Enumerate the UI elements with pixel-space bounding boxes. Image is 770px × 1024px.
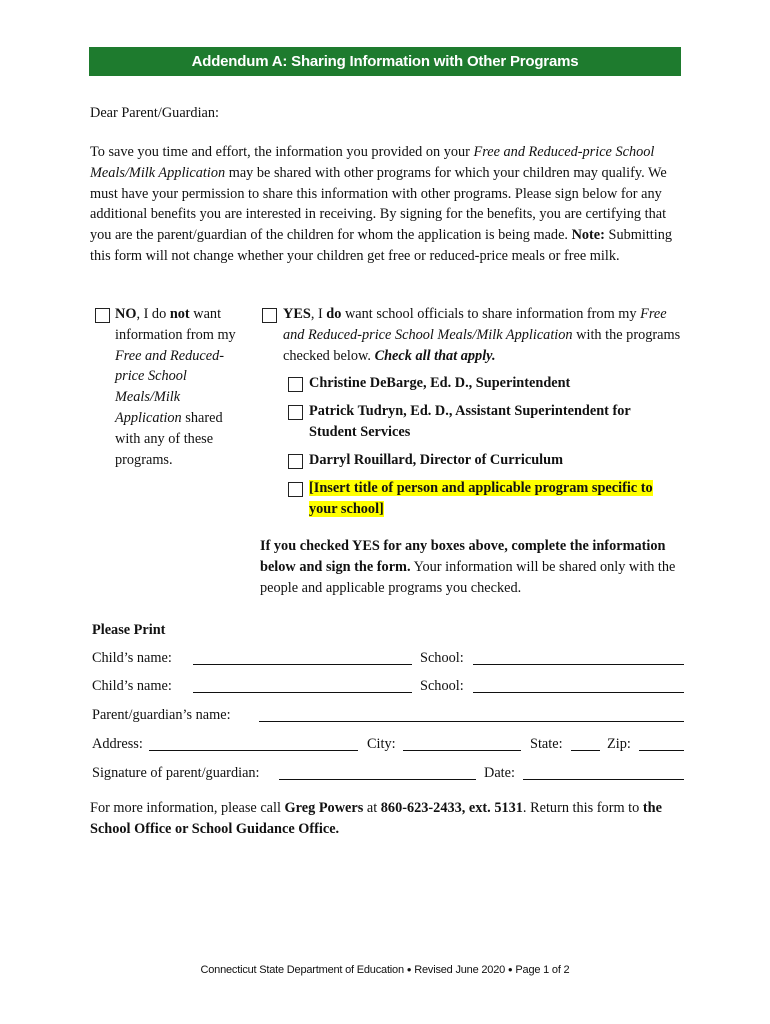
zip-field[interactable]	[639, 750, 684, 751]
zip-label: Zip:	[607, 736, 631, 752]
signature-label: Signature of parent/guardian:	[92, 765, 260, 781]
page-title: Addendum A: Sharing Information with Other Programs	[191, 53, 579, 70]
footer-revised: Revised June 2020	[414, 964, 506, 976]
parent-name-label: Parent/guardian’s name:	[92, 707, 231, 723]
program-checkbox-curriculum[interactable]	[288, 453, 303, 474]
page-footer	[0, 962, 770, 978]
highlighted-placeholder: [Insert title of person and applicable program specific to your school]	[309, 480, 653, 517]
contact-name: Greg Powers	[284, 800, 364, 816]
no-option-text: NO, I do not want information from my Free and Reduced-price School Meals/Milk Application shared with any of these programs.	[115, 306, 236, 468]
program-checkbox-superintendent[interactable]	[288, 376, 303, 397]
program-label-superintendent: Christine DeBarge, Ed. D., Superintendent	[309, 375, 571, 391]
address-field[interactable]	[149, 750, 358, 751]
intro-paragraph: To save you time and effort, the information you provided on your Free and Reduced-price School Meals/Milk Application may be shared with other programs for which your children may qualify. We must have your permission to share this information with other programs. Please sign below for any additional benefits you are interested in receiving. By signing for the benefits, you are certifying that you are the parent/guardian of the children for whom the application is being made. Note: Submitting this form will not change whether your children get free or reduced-price meals or free milk.	[90, 144, 673, 264]
contact-info: For more information, please call Greg Powers at 860-623-2433, ext. 5131. Return this form to the School Office or School Guidance Office.	[90, 800, 662, 837]
program-checkbox-custom[interactable]	[288, 481, 303, 502]
return-office: the School Office or School Guidance Office.	[90, 800, 662, 837]
child-name-field-1[interactable]	[193, 664, 412, 665]
yes-followup-instructions: If you checked YES for any boxes above, complete the information below and sign the form. Your information will be shared only with the people and applicable programs you checked.	[260, 538, 676, 596]
signature-field[interactable]	[279, 779, 476, 780]
yes-option-text: YES, I do want school officials to share information from my Free and Reduced-price School Meals/Milk Application with the programs checked below. Check all that apply.	[283, 306, 681, 364]
note-label: Note:	[571, 227, 605, 244]
program-label-curriculum: Darryl Rouillard, Director of Curriculum	[309, 452, 563, 468]
footer-org: Connecticut State Department of Education	[200, 964, 404, 976]
child-name-label-2: Child’s name:	[92, 678, 172, 694]
child-name-field-2[interactable]	[193, 692, 412, 693]
footer-page-number: Page 1 of 2	[515, 964, 570, 976]
salutation: Dear Parent/Guardian:	[90, 105, 220, 121]
child-name-label-1: Child’s name:	[92, 650, 172, 666]
yes-checkbox[interactable]	[262, 307, 277, 328]
date-label: Date:	[484, 765, 515, 781]
school-label-1: School:	[420, 650, 464, 666]
parent-name-field[interactable]	[259, 721, 684, 722]
contact-phone: 860-623-2433, ext. 5131	[380, 800, 523, 816]
school-field-2[interactable]	[473, 692, 684, 693]
application-name: Free and Reduced-price School Meals/Milk Application	[90, 144, 655, 181]
no-checkbox[interactable]	[95, 307, 110, 328]
page-title-banner	[89, 47, 681, 76]
state-label: State:	[530, 736, 563, 752]
state-field[interactable]	[571, 750, 600, 751]
school-field-1[interactable]	[473, 664, 684, 665]
program-checkbox-assistant-superintendent[interactable]	[288, 404, 303, 425]
school-label-2: School:	[420, 678, 464, 694]
bullet-icon: ●	[507, 965, 513, 974]
program-label-custom	[309, 478, 681, 520]
city-field[interactable]	[403, 750, 521, 751]
please-print-heading: Please Print	[92, 622, 166, 638]
address-label: Address:	[92, 736, 143, 752]
city-label: City:	[367, 736, 396, 752]
program-label-assistant-superintendent: Patrick Tudryn, Ed. D., Assistant Superintendent for Student Services	[309, 403, 631, 440]
date-field[interactable]	[523, 779, 684, 780]
bullet-icon: ●	[406, 965, 412, 974]
